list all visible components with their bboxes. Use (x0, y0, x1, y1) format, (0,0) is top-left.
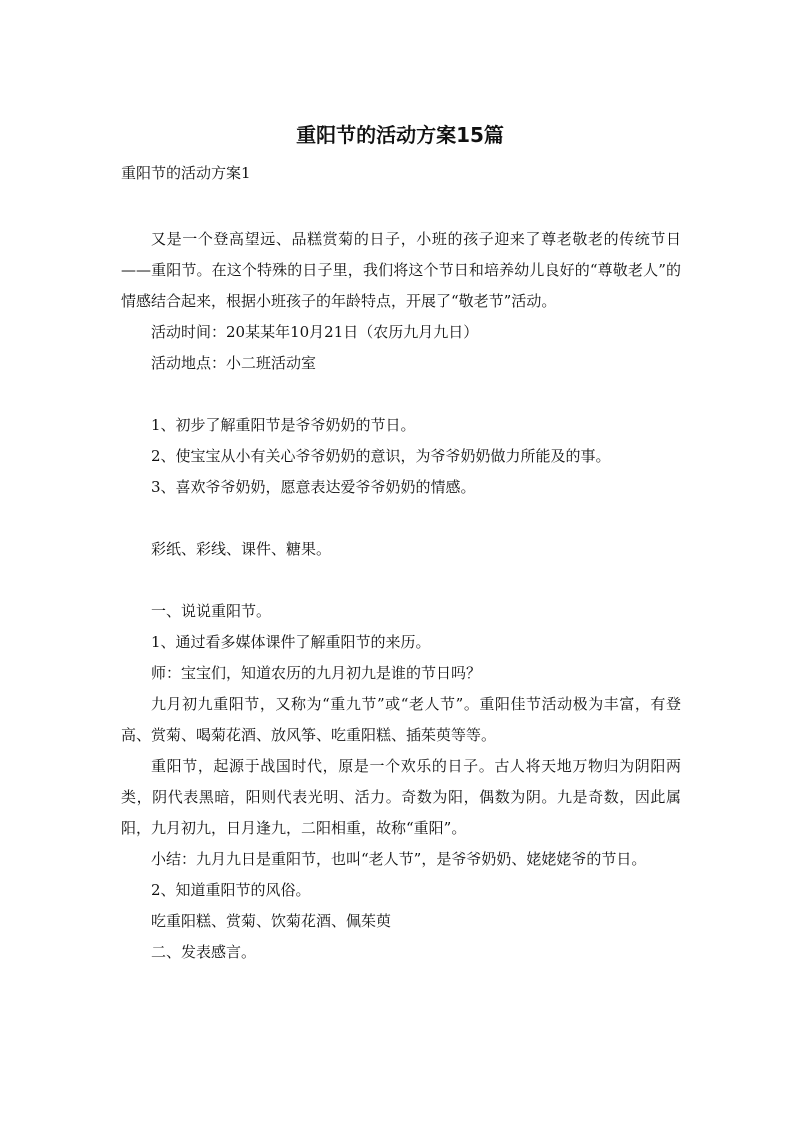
step-item-1: 1、通过看多媒体课件了解重阳节的来历。 (151, 633, 431, 651)
blank-line (121, 379, 681, 410)
goal-item-3: 3、喜欢爷爷奶奶，愿意表达爱爷爷奶奶的情感。 (151, 478, 476, 496)
paragraph-festival-origin: 重阳节，起源于战国时代，原是一个欢乐的日子。古人将天地万物归为阴阳两类，阴代表黑暗，阳则代表光明、活力。奇数为阳，偶数为阴。九是奇数，因此属阳，九月初九，日月逢九，二阳相重，故称“重阳”。 (121, 757, 681, 837)
paragraph-festival-intro: 九月初九重阳节，又称为“重九节”或“老人节”。重阳佳节活动极为丰富，有登高、赏菊、喝菊花酒、放风筝、吃重阳糕、插茱萸等等。 (121, 695, 681, 744)
teacher-question: 师：宝宝们，知道农历的九月初九是谁的节日吗？ (151, 664, 482, 682)
blank-line (121, 565, 681, 596)
goal-item-1: 1、初步了解重阳节是爷爷奶奶的节日。 (151, 416, 416, 434)
materials-paragraph: 彩纸、彩线、课件、糖果。 (151, 540, 332, 558)
document-title: 重阳节的活动方案15篇 (296, 123, 504, 147)
step-heading-1: 一、说说重阳节。 (151, 602, 272, 620)
blank-line (121, 503, 681, 534)
paragraph-location: 活动地点：小二班活动室 (151, 354, 317, 372)
paragraph-intro: 又是一个登高望远、品糕赏菊的日子，小班的孩子迎来了尊老敬老的传统节日——重阳节。在这个特殊的日子里，我们将这个节日和培养幼儿良好的“尊敬老人”的情感结合起来，根据小班孩子的年龄特点，开展了“敬老节”活动。 (121, 230, 681, 310)
section-heading: 重阳节的活动方案1 (121, 164, 251, 182)
step-heading-2: 二、发表感言。 (151, 943, 257, 961)
step-item-2: 2、知道重阳节的风俗。 (151, 881, 311, 899)
document-body (121, 224, 681, 968)
paragraph-summary: 小结：九月九日是重阳节，也叫“老人节”，是爷爷奶奶、姥姥姥爷的节日。 (151, 850, 647, 868)
paragraph-time: 活动时间：20某某年10月21日（农历九月九日） (151, 323, 479, 341)
goal-item-2: 2、使宝宝从小有关心爷爷奶奶的意识，为爷爷奶奶做力所能及的事。 (151, 447, 611, 465)
customs-list: 吃重阳糕、赏菊、饮菊花酒、佩茱萸 (151, 912, 392, 930)
